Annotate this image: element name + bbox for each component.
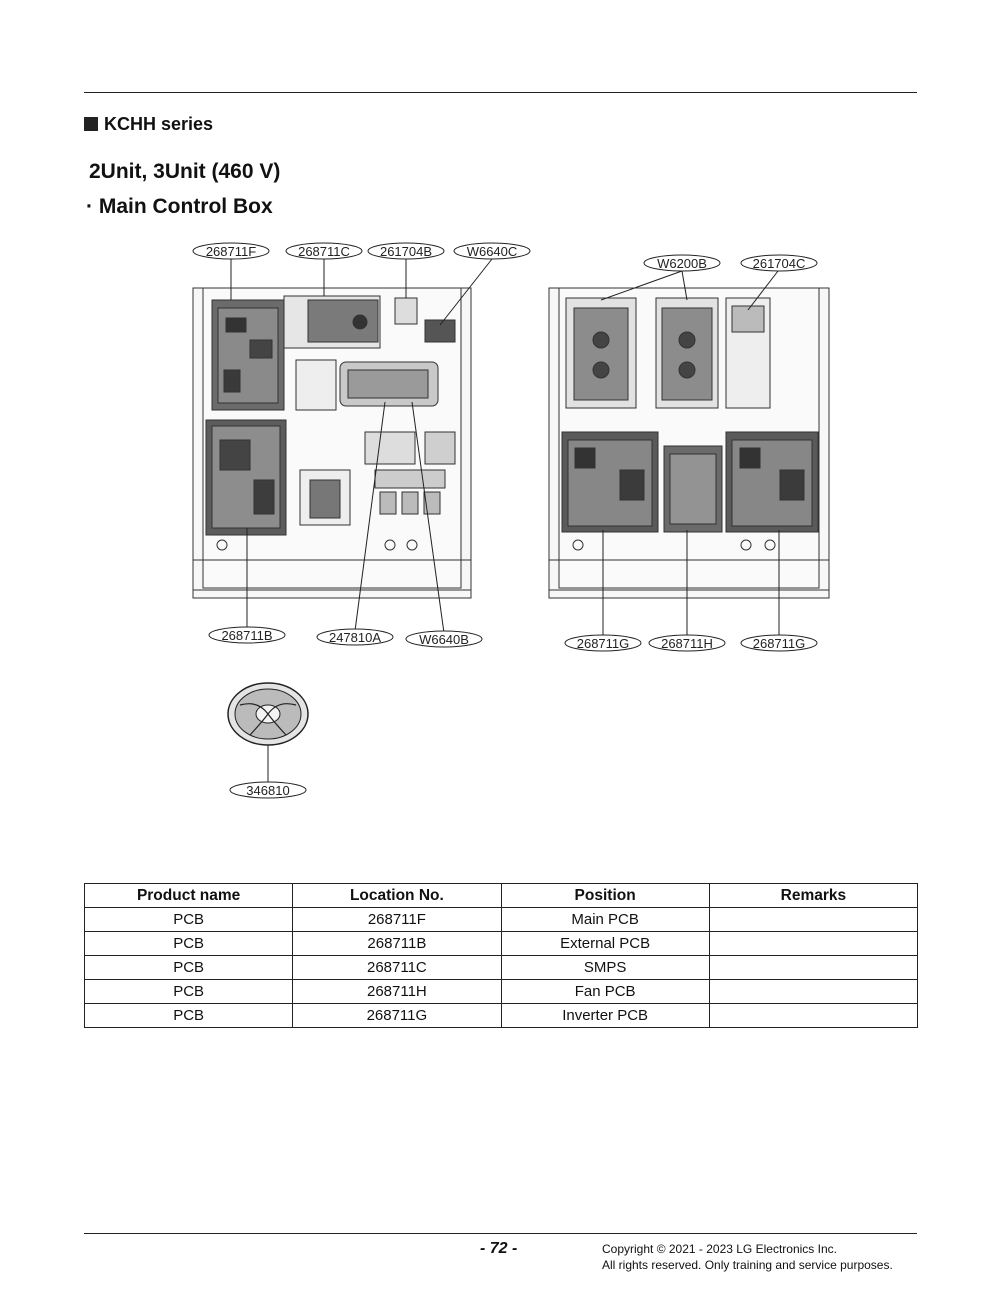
callout-label: 268711B <box>221 628 273 643</box>
page-number: - 72 - <box>480 1240 518 1257</box>
series-heading: KCHH series <box>84 114 213 135</box>
callout-label: 268711G <box>752 636 806 651</box>
copyright-line: Copyright © 2021 - 2023 LG Electronics Inc. <box>602 1242 837 1256</box>
cell-location: 268711C <box>293 956 501 980</box>
header-location-no: Location No. <box>293 884 501 908</box>
callout-label: W6640B <box>419 632 469 647</box>
cell-location: 268711H <box>293 980 501 1004</box>
cell-location: 268711B <box>293 932 501 956</box>
callout-label: 247810A <box>328 630 382 645</box>
cell-remarks <box>709 980 917 1004</box>
table-row <box>85 1004 918 1028</box>
header-position: Position <box>501 884 709 908</box>
table-header-row <box>85 884 918 908</box>
table-row <box>85 956 918 980</box>
fan-image <box>228 683 308 745</box>
table-row <box>85 980 918 1004</box>
cell-location: 268711G <box>293 1004 501 1028</box>
cell-position: Main PCB <box>501 908 709 932</box>
footer-rule <box>84 1233 917 1234</box>
cell-remarks <box>709 908 917 932</box>
cell-product: PCB <box>85 1004 293 1028</box>
cell-product: PCB <box>85 980 293 1004</box>
cell-position: External PCB <box>501 932 709 956</box>
cell-remarks <box>709 956 917 980</box>
callout-label: 346810 <box>246 783 290 798</box>
box-title: · Main Control Box <box>86 195 273 218</box>
cell-location: 268711F <box>293 908 501 932</box>
callout-label: 268711F <box>205 244 257 259</box>
callout-label: 268711H <box>661 636 713 651</box>
callout-label: 268711G <box>576 636 630 651</box>
cell-remarks <box>709 1004 917 1028</box>
callout-label: 268711C <box>298 244 350 259</box>
cell-remarks <box>709 932 917 956</box>
callout-label: W6640C <box>466 244 518 259</box>
table-row <box>85 932 918 956</box>
cell-product: PCB <box>85 908 293 932</box>
callout-label: 261704B <box>379 244 433 259</box>
cell-position: Inverter PCB <box>501 1004 709 1028</box>
copyright-notice <box>602 1241 893 1273</box>
unit-title: 2Unit, 3Unit (460 V) <box>89 160 281 183</box>
parts-table <box>84 883 918 1028</box>
callout-label: 261704C <box>752 256 806 271</box>
rights-line: All rights reserved. Only training and service purposes. <box>602 1258 893 1272</box>
cell-position: SMPS <box>501 956 709 980</box>
cell-product: PCB <box>85 956 293 980</box>
callout-label: W6200B <box>657 256 707 271</box>
header-remarks: Remarks <box>709 884 917 908</box>
header-product-name: Product name <box>85 884 293 908</box>
left-cabinet <box>193 288 471 598</box>
right-cabinet <box>549 288 829 598</box>
cell-position: Fan PCB <box>501 980 709 1004</box>
cell-product: PCB <box>85 932 293 956</box>
table-row <box>85 908 918 932</box>
